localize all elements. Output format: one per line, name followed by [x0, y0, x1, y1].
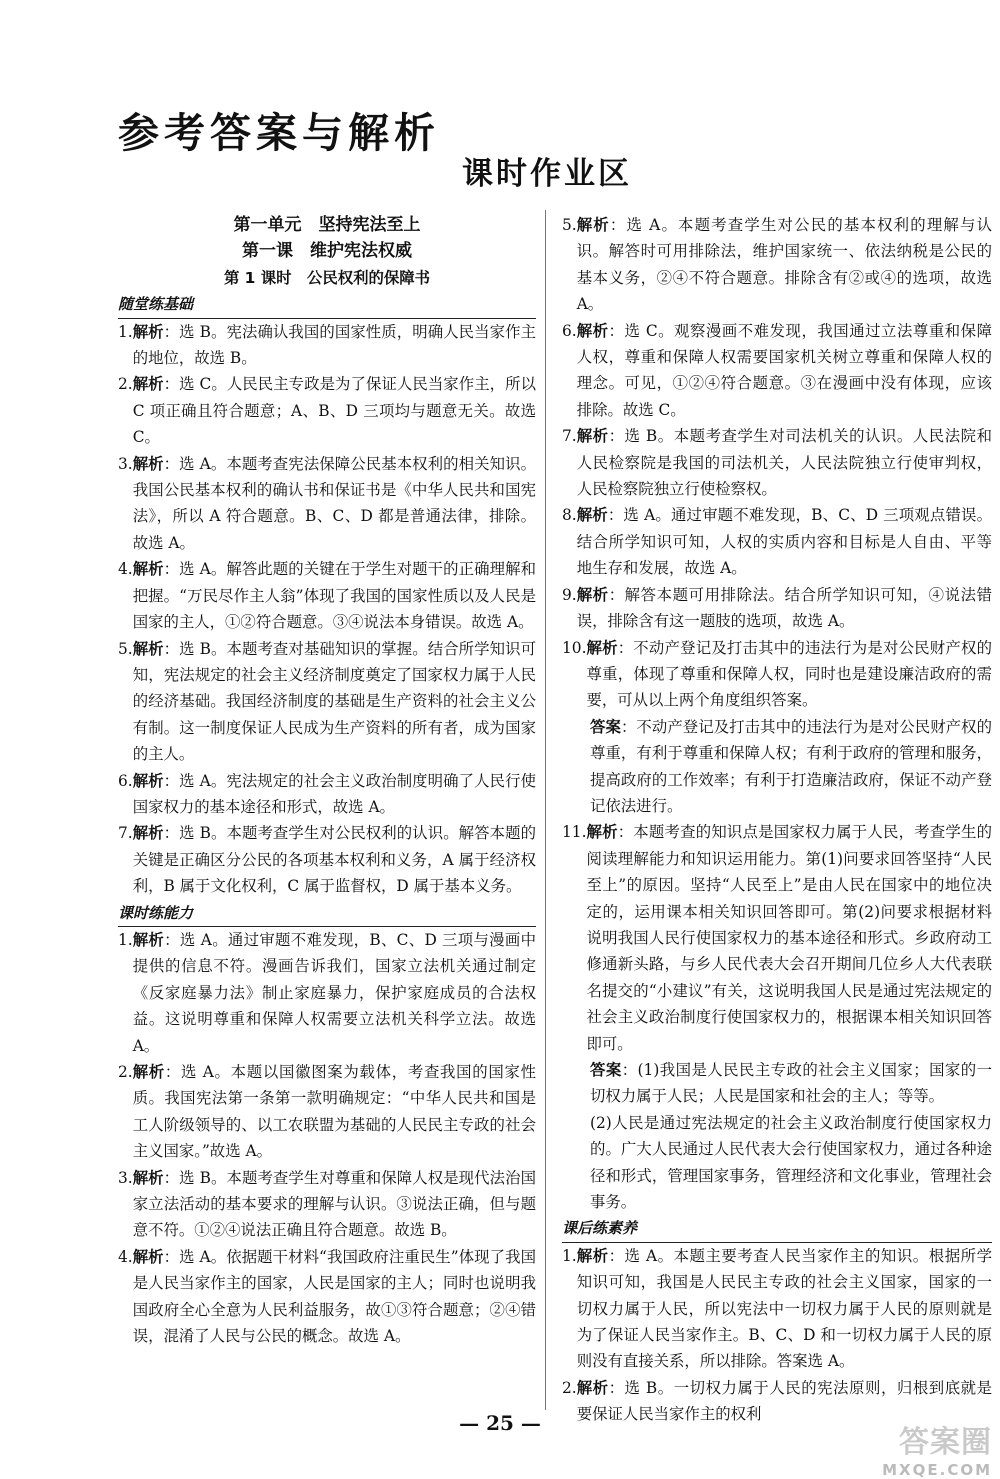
- item-text: ：选 A。本题以国徽图案为载体，考查我国的国家性质。我国宪法第一条第一款明确规定：“中华人民共和国是工人阶级领导的、以工农联盟为基础的人民民主专政的社会主义国家。”故选 A。: [132, 1063, 536, 1161]
- item-text: ：选 B。本题考查学生对尊重和保障人权是现代法治国家立法活动的基本要求的理解与认识。③说法正确，但与题意不符。①②④说法正确且符合题意。故选 B。: [132, 1168, 536, 1240]
- answer-item: [562, 502, 992, 581]
- item-text: (2)人民是通过宪法规定的社会主义政治制度行使国家权力的。广大人民通过人民代表大会行使国家权力，通过各种途径和形式，管理国家事务，管理经济和文化事业，管理社会事务。: [590, 1113, 992, 1212]
- item-number: 7.: [562, 427, 577, 446]
- item-text: ：本题考查的知识点是国家权力属于人民，考查学生的阅读理解能力和知识运用能力。第(1)问要求回答坚持“人民至上”的原因。坚持“人民至上”是由人民在国家中的地位决定的，运用课本相关知识回答即可。第(2)问要求根据材料说明我国人民行使国家权力的基本途径和形式。乡政府动工修通新头路，与乡人民代表大会召开期间几位乡人大代表联名提交的“小建议”有关，这说明我国人民是通过宪法规定的社会主义政治制度行使国家权力的，根据课本相关知识回答即可。: [586, 823, 992, 1053]
- item-body: [133, 319, 536, 372]
- answer-item: [562, 423, 992, 502]
- item-label: 解析: [576, 216, 610, 234]
- item-number: 2.: [562, 1378, 577, 1397]
- item-text: ：选 B。一切权力属于人民的宪法原则，归根到底就是要保证人民当家作主的权利: [576, 1378, 992, 1424]
- document-subtitle: 课时作业区: [462, 156, 632, 192]
- item-number: 4.: [118, 560, 133, 579]
- item-number: 3.: [118, 1168, 133, 1187]
- item-number: 8.: [562, 506, 577, 525]
- answer-item: [118, 636, 536, 768]
- answer-item: [562, 318, 992, 424]
- item-text: ：选 A。依据题干材料“我国政府注重民生”体现了我国是人民当家作主的国家，人民是国家的主人；同时也说明我国政府全心全意为人民利益服务，故①③符合题意；②④错误，混淆了人民与公民的概念。故选 A。: [132, 1247, 536, 1346]
- item-text: ：选 B。本题考查对基础知识的掌握。结合所学知识可知，宪法规定的社会主义经济制度奠定了国家权力属于人民的经济基础。我国经济制度的基础是生产资料的社会主义公有制。这一制度保证人民成为生产资料的所有者，成为国家的主人。: [132, 639, 536, 764]
- page-number: — 25 —: [459, 1411, 541, 1435]
- item-body: [133, 927, 536, 1059]
- item-label: 解析: [132, 322, 164, 341]
- item-label: 解析: [576, 585, 609, 604]
- item-text: ：选 A。本题主要考查人民当家作主的知识。根据所学知识可知，我国是人民民主专政的社会主义国家，国家的一切权力属于人民，所以宪法中一切权力属于人民的原则就是为了保证人民当家作主。B、C、D 和一切权力属于人民的原则没有直接关系，所以排除。答案选 A。: [576, 1246, 992, 1371]
- item-body: [133, 371, 536, 450]
- item-number: 1.: [118, 322, 133, 341]
- section-title-basic: 随堂练基础: [118, 291, 536, 318]
- item-body: [577, 582, 992, 635]
- item-body: [133, 1244, 536, 1350]
- right-column: [562, 212, 992, 1428]
- item-label: 解析: [132, 454, 164, 473]
- item-text: ：选 A。宪法规定的社会主义政治制度明确了人民行使国家权力的基本途径和形式，故选 A。: [132, 771, 536, 816]
- watermark-main: 答案圈: [899, 1425, 992, 1460]
- item-number: 10.: [562, 638, 587, 657]
- document-title: 参考答案与解析: [118, 109, 440, 157]
- answer-item: [118, 820, 536, 899]
- item-body: [577, 423, 992, 502]
- answer-item: [118, 319, 536, 372]
- item-label: 解析: [132, 771, 164, 790]
- item-body: [577, 318, 992, 424]
- item-label: 解析: [576, 321, 609, 340]
- item-label: 解析: [132, 1247, 164, 1266]
- answer-item: [562, 819, 992, 1057]
- answer-block: [562, 714, 992, 820]
- item-text: ：选 B。本题考查学生对公民权利的认识。解答本题的关键是正确区分公民的各项基本权利和义务，A 属于经济权利，B 属于文化权利，C 属于监督权，D 属于基本义务。: [132, 824, 536, 896]
- answer-item: [562, 212, 992, 318]
- section-title-literacy: 课后练素养: [562, 1215, 992, 1242]
- item-body: [577, 1243, 992, 1375]
- column-divider: [545, 210, 546, 1410]
- item-number: 5.: [118, 639, 133, 658]
- item-label: 解析: [586, 638, 618, 657]
- item-text: ：(1)我国是人民民主专政的社会主义国家；国家的一切权力属于人民；人民是国家和社会的主人；等等。: [590, 1061, 992, 1106]
- item-number: 1.: [562, 1246, 577, 1265]
- site-watermark: [882, 1425, 992, 1479]
- item-number: 3.: [118, 454, 133, 473]
- item-number: 4.: [118, 1247, 133, 1266]
- item-label: 解析: [132, 1168, 164, 1187]
- lesson-heading: 第一课 维护宪法权威: [242, 241, 412, 262]
- answer-block: [562, 1110, 992, 1216]
- left-column: [118, 212, 536, 1349]
- item-body: [586, 819, 992, 1057]
- item-label: 解析: [132, 824, 164, 843]
- item-number: 6.: [118, 771, 133, 790]
- item-text: ：不动产登记及打击其中的违法行为是对公民财产权的尊重，有利于尊重和保障人权；有利于政府的管理和服务，提高政府的工作效率；有利于打造廉洁政府，保证不动产登记依法进行。: [590, 717, 992, 815]
- item-text: ：解答本题可用排除法。结合所学知识可知，④说法错误，排除含有这一题肢的选项，故选 A。: [576, 585, 992, 631]
- watermark-sub: MXQE.COM: [882, 1461, 992, 1479]
- item-body: [133, 556, 536, 635]
- answer-item: [118, 768, 536, 821]
- item-number: 6.: [562, 321, 577, 340]
- item-text: ：选 B。本题考查学生对司法机关的认识。人民法院和人民检察院是我国的司法机关，人民法院独立行使审判权，人民检察院独立行使检察权。: [576, 427, 992, 499]
- item-text: ：选 A。本题考查学生对公民的基本权利的理解与认识。解答时可用排除法，维护国家统一、依法纳税是公民的基本义务，②④不符合题意。排除含有②或④的选项，故选 A。: [576, 216, 992, 314]
- item-number: 1.: [118, 930, 133, 949]
- answer-item: [118, 1244, 536, 1350]
- item-text: ：选 C。观察漫画不难发现，我国通过立法尊重和保障人权，尊重和保障人权需要国家机关树立尊重和保障人权的理念。可见，①②④符合题意。③在漫画中没有体现，应该排除。故选 C。: [576, 321, 992, 419]
- item-label: 答案: [590, 717, 621, 736]
- answer-item: [562, 1243, 992, 1375]
- answer-block: [562, 1057, 992, 1110]
- answer-item: [118, 927, 536, 1059]
- item-body: [133, 820, 536, 899]
- item-number: 9.: [562, 585, 577, 604]
- section-title-ability: 课时练能力: [118, 900, 536, 927]
- item-body: [133, 1059, 536, 1165]
- item-number: 2.: [118, 375, 133, 394]
- item-text: ：选 A。本题考查宪法保障公民基本权利的相关知识。我国公民基本权利的确认书和保证书是《中华人民共和国宪法》，所以 A 符合题意。B、C、D 都是普通法律，排除。故选 A。: [132, 454, 536, 552]
- item-label: 解析: [132, 375, 164, 394]
- item-text: ：选 B。宪法确认我国的国家性质，明确人民当家作主的地位，故选 B。: [132, 322, 536, 368]
- item-label: 解析: [132, 639, 164, 658]
- item-body: [577, 502, 992, 581]
- item-text: ：选 A。解答此题的关键在于学生对题干的正确理解和把握。“万民尽作主人翁”体现了我国的国家性质以及人民是国家的主人，①②符合题意。③④说法本身错误。故选 A。: [132, 560, 536, 632]
- item-label: 解析: [132, 930, 165, 949]
- item-number: 7.: [118, 824, 133, 843]
- item-number: 11.: [562, 823, 587, 842]
- item-body: [133, 636, 536, 768]
- item-label: 解析: [576, 427, 609, 446]
- answer-item: [118, 1059, 536, 1165]
- period-heading: 第 1 课时 公民权利的保障书: [223, 268, 431, 287]
- item-text: ：不动产登记及打击其中的违法行为是对公民财产权的尊重，体现了尊重和保障人权，同时也是建设廉洁政府的需要，可从以上两个角度组织答案。: [586, 638, 992, 710]
- item-label: 解析: [576, 506, 608, 525]
- answer-item: [118, 451, 536, 557]
- item-body: [586, 635, 992, 714]
- answer-item: [118, 556, 536, 635]
- item-number: 2.: [118, 1063, 133, 1081]
- item-body: [577, 212, 992, 318]
- answer-item: [118, 371, 536, 450]
- unit-heading: 第一单元 坚持宪法至上: [233, 215, 421, 235]
- item-number: 5.: [562, 216, 577, 234]
- item-body: [133, 451, 536, 557]
- item-label: 解析: [576, 1246, 609, 1265]
- answer-item: [118, 1165, 536, 1244]
- item-label: 解析: [132, 560, 164, 579]
- item-text: ：选 A。通过审题不难发现，B、C、D 三项观点错误。结合所学知识可知，人权的实质内容和目标是人自由、平等地生存和发展，故选 A。: [576, 506, 992, 578]
- item-label: 答案: [590, 1061, 622, 1079]
- item-text: ：选 C。人民民主专政是为了保证人民当家作主，所以 C 项正确且符合题意；A、B、D 三项均与题意无关。故选 C。: [132, 375, 536, 447]
- item-label: 解析: [576, 1378, 609, 1397]
- item-label: 解析: [132, 1063, 165, 1081]
- answer-item: [562, 582, 992, 635]
- item-text: ：选 A。通过审题不难发现，B、C、D 三项与漫画中提供的信息不符。漫画告诉我们，国家立法机关通过制定《反家庭暴力法》制止家庭暴力，保护家庭成员的合法权益。这说明尊重和保障人权需要立法机关科学立法。故选 A。: [132, 930, 536, 1055]
- item-body: [133, 768, 536, 821]
- item-label: 解析: [586, 823, 618, 842]
- item-body: [133, 1165, 536, 1244]
- answer-item: [562, 635, 992, 714]
